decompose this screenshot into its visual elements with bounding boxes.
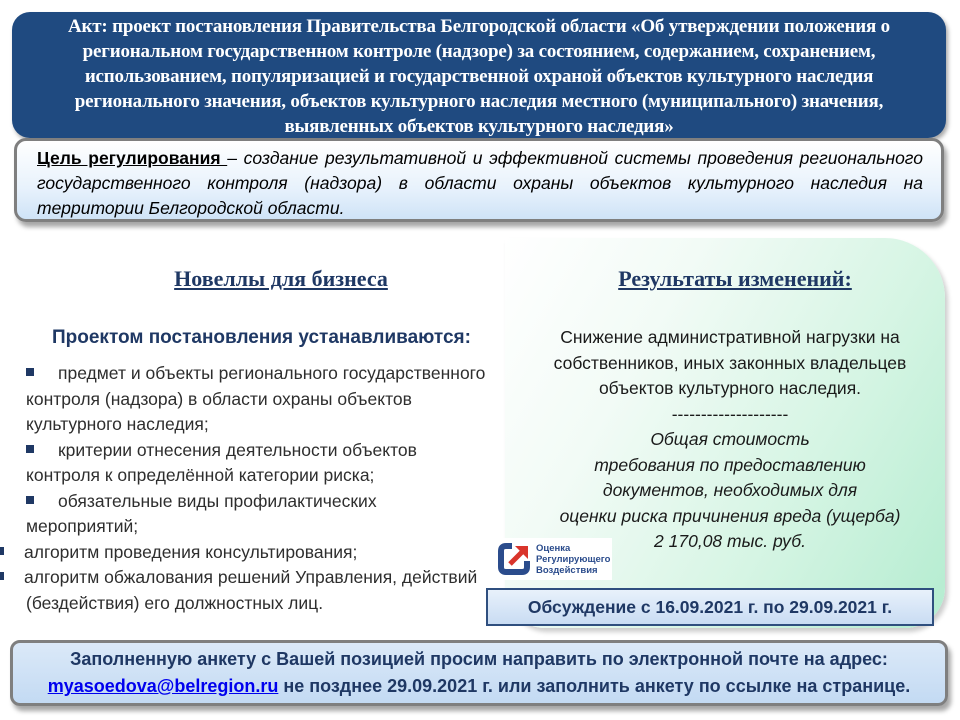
list-item: алгоритм проведения консультирования;	[26, 540, 486, 566]
cost-value: 2 170,08 тыс. руб.	[654, 531, 806, 551]
regulation-goal-box	[14, 138, 944, 222]
cost-line: Общая стоимость	[650, 429, 810, 449]
square-bullet-icon	[26, 496, 34, 504]
goal-text: создание результативной и эффективной системы проведения регионального государственного контроля (надзора) в области охраны объектов культурного наследия на территории Белгородской области.	[37, 148, 923, 218]
cost-line: оценки риска причинения вреда (ущерба)	[559, 505, 901, 526]
list-item: обязательные виды профилактических мероприятий;	[26, 490, 377, 536]
orv-logo-text	[536, 543, 610, 576]
cost-line: документов, необходимых для	[602, 480, 858, 500]
feedback-line-2	[13, 673, 945, 700]
novels-title: Новеллы для бизнеса	[174, 266, 388, 291]
list-item: алгоритм обжалования решений Управления, действий (бездействия) его должностных лиц.	[26, 565, 486, 616]
goal-dash: –	[227, 148, 244, 168]
cost-line: требования по предоставлению	[594, 454, 866, 475]
square-bullet-icon	[0, 572, 4, 580]
feedback-line-2-text: не позднее 29.09.2021 г. или заполнить анкету по ссылке на странице.	[278, 676, 911, 696]
list-item: предмет и объекты регионального государственного контроля (надзора) в области охраны объектов культурного наследия;	[26, 363, 486, 434]
square-bullet-icon	[26, 368, 34, 376]
orv-logo	[494, 538, 612, 580]
logo-line: Воздействия	[536, 564, 598, 576]
results-line: собственников, иных законных владельцев	[553, 352, 907, 373]
novels-subtitle: Проектом постановления устанавливаются:	[52, 327, 471, 348]
discussion-period-banner: Обсуждение с 16.09.2021 г. по 29.09.2021 г.	[486, 588, 934, 626]
results-line: объектов культурного наследия.	[598, 378, 862, 398]
results-separator: --------------------	[671, 403, 789, 424]
goal-label: Цель регулирования	[37, 148, 228, 168]
novels-list	[26, 361, 486, 616]
act-title-box	[12, 12, 946, 138]
square-bullet-icon	[0, 547, 4, 555]
logo-line: Регулирующего	[536, 553, 611, 565]
feedback-line-1: Заполненную анкету с Вашей позицией просим направить по электронной почте на адрес:	[70, 649, 888, 669]
list-item: критерии отнесения деятельности объектов контроля к определённой категории риска;	[26, 439, 417, 485]
orv-logo-icon	[498, 542, 532, 576]
results-title: Результаты изменений:	[618, 266, 852, 291]
results-text	[520, 325, 940, 555]
square-bullet-icon	[26, 445, 34, 453]
act-title-text: Акт: проект постановления Правительства Белгородской области «Об утверждении положения о региональном государственном контроле (надзоре) за состоянием, содержанием, сохранением, использованием, популяризацией и государственной охраной объектов культурного наследия регионального значения, объектов культурного наследия местного (муниципального) значения, выявленных объектов культурного наследия»	[68, 16, 890, 137]
results-line: Снижение административной нагрузки на	[560, 327, 900, 347]
feedback-instructions-box	[10, 640, 948, 706]
email-link[interactable]: myasoedova@belregion.ru	[47, 676, 279, 696]
logo-line: Оценка	[536, 542, 571, 554]
